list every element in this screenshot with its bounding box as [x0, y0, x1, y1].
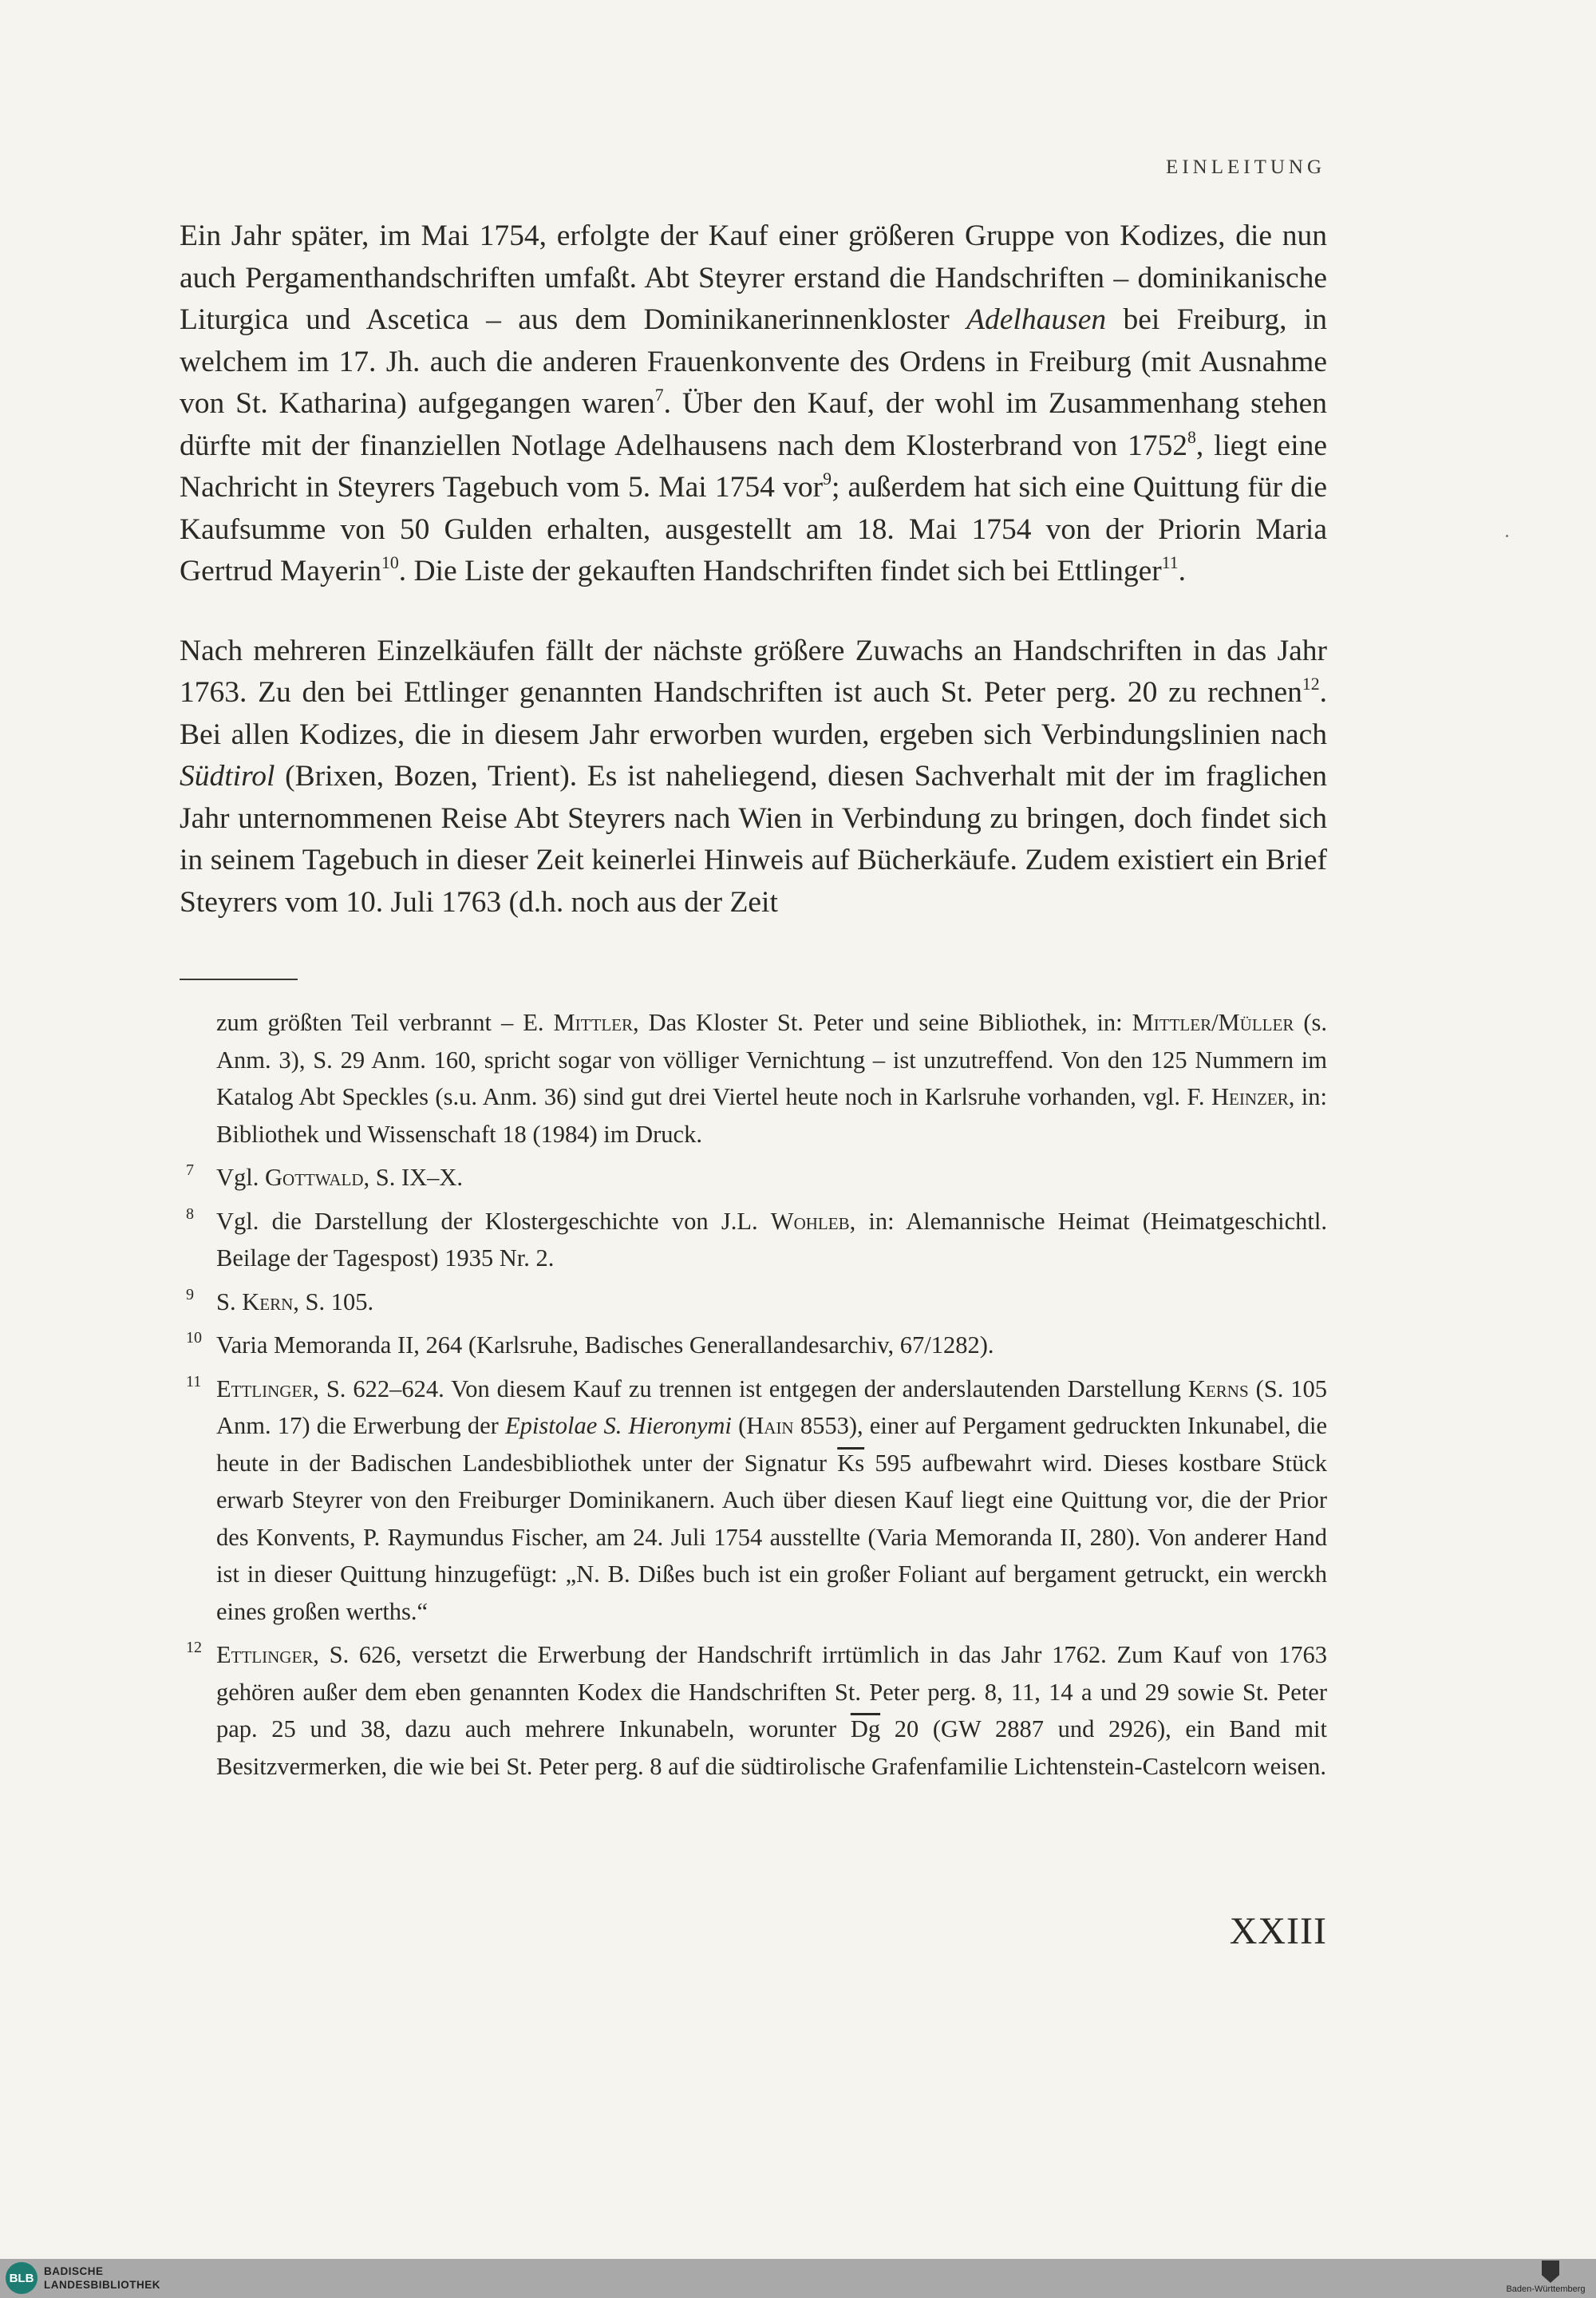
author-name: Mittler — [553, 1009, 633, 1036]
author-name: Gottwald — [265, 1164, 364, 1191]
footnote-ref: 10 — [381, 552, 399, 572]
footnote — [186, 1159, 1327, 1196]
main-text — [180, 216, 1327, 924]
footnote-text: S. Kern, S. 105. — [216, 1287, 374, 1315]
footnote-number: 10 — [186, 1329, 202, 1347]
footnote-text: Vgl. Gottwald, S. IX–X. — [216, 1164, 464, 1191]
author-name: Heinzer — [1211, 1083, 1289, 1110]
footnote-continued — [216, 1004, 1327, 1153]
footnote-ref: 7 — [654, 385, 664, 405]
footnote — [186, 1636, 1327, 1785]
shelfmark: $\overline{Dg}$ — [850, 1715, 881, 1742]
running-header: EINLEITUNG — [1166, 156, 1325, 178]
paragraph: Ein Jahr später, im Mai 1754, erfolgte der Kauf einer größeren Gruppe von Kodizes, die nun auch Pergamenthandschriften umfaßt. Abt Steyrer erstand die Handschriften – dominikanische Liturgica und Ascetica – aus dem Dominikanerinnenkloster Adelhausen bei Freiburg, in welchem im 17. Jh. auch die anderen Frauenkonvente des Ordens in Freiburg (mit Ausnahme von St. Katharina) aufgegangen waren$^7$. Über den Kauf, der wohl im Zusammenhang stehen dürfte mit der finanziellen Notlage Adelhausens nach dem Klosterbrand von 1752$^8$, liegt eine Nachricht in Steyrers Tagebuch vom 5. Mai 1754 vor$^9$; außerdem hat sich eine Quittung für die Kaufsumme von 50 Gulden erhalten, ausgestellt am 18. Mai 1754 von der Priorin Maria Gertrud Mayerin$^{10}$. Die Liste der gekauften Handschriften findet sich bei Ettlinger$^{11}$. — [180, 220, 1328, 587]
author-name: Kern — [242, 1287, 294, 1315]
italic-text: Epistolae S. Hieronymi — [505, 1412, 732, 1439]
state-crest-icon — [1542, 2260, 1559, 2283]
footnote-text: Ettlinger, S. 626, versetzt die Erwerbung der Handschrift irrtümlich in das Jahr 1762. Zum Kauf von 1763 gehören außer dem eben genannten Kodex die Handschriften St. Peter perg. 8, 11, 14 a und 29 sowie St. Peter pap. 25 und 38, dazu auch mehrere Inkunabeln, worunter $\overline{Dg}$ 20 (GW 2887 und 2926), ein Band mit Besitzvermerken, die wie bei St. Peter perg. 8 auf die südtirolische Grafenfamilie Lichtenstein-Castelcorn weisen. — [216, 1641, 1327, 1780]
state-label: Baden-Württemberg — [1506, 2284, 1586, 2294]
footnote — [186, 1283, 1327, 1321]
paragraph: Nach mehreren Einzelkäufen fällt der nächste größere Zuwachs an Handschriften in das Jahr 1763. Zu den bei Ettlinger genannten Handschriften ist auch St. Peter perg. 20 zu rechnen$^{12}$. Bei allen Kodizes, die in diesem Jahr erworben wurden, ergeben sich Verbindungslinien nach Südtirol (Brixen, Bozen, Trient). Es ist naheliegend, diesen Sachverhalt mit der im fraglichen Jahr unternommenen Reise Abt Steyrers nach Wien in Verbindung zu bringen, doch findet sich in seinem Tagebuch in dieser Zeit keinerlei Hinweis auf Bücherkäufe. Zudem existiert ein Brief Steyrers vom 10. Juli 1763 (d.h. noch aus der Zeit — [180, 634, 1327, 919]
shelfmark: $\overline{Ks}$ — [837, 1449, 865, 1477]
footnote — [186, 1370, 1327, 1631]
italic-text: Südtirol — [180, 760, 275, 793]
footnote-number: 11 — [186, 1372, 202, 1390]
footnote-ref: 11 — [1161, 552, 1179, 572]
footnote-number: 9 — [186, 1285, 194, 1303]
library-name[interactable] — [44, 2264, 160, 2292]
footnote-ref: 9 — [823, 469, 832, 488]
author-name: Hain — [746, 1412, 794, 1439]
footnote-text: Varia Memoranda II, 264 (Karlsruhe, Badisches Generallandesarchiv, 67/1282). — [216, 1331, 994, 1359]
footnote-text: Vgl. die Darstellung der Klostergeschichte von J.L. Wohleb, in: Alemannische Heimat (Heimatgeschichtl. Beilage der Tagespost) 1935 Nr. 2. — [216, 1207, 1327, 1272]
footnote-ref: 12 — [1302, 674, 1320, 694]
page-number: XXIII — [1229, 1910, 1327, 1952]
footnotes — [186, 1004, 1328, 1791]
footnote-number: 8 — [186, 1204, 194, 1223]
scan-speck — [1506, 535, 1508, 537]
footnote — [186, 1327, 1327, 1364]
author-name: Kerns — [1187, 1374, 1249, 1402]
library-name-line: BADISCHE — [44, 2265, 104, 2277]
footnote-number: 12 — [186, 1639, 202, 1656]
library-name-line: LANDESBIBLIOTHEK — [44, 2279, 160, 2291]
footnote-text: Ettlinger, S. 622–624. Von diesem Kauf zu trennen ist entgegen der anderslautenden Darstellung Kerns (S. 105 Anm. 17) die Erwerbung der Epistolae S. Hieronymi (Hain 8553), einer auf Pergament gedruckten Inkunabel, die heute in der Badischen Landesbibliothek unter der Signatur $\overline{Ks}$ 595 aufbewahrt wird. Dieses kostbare Stück erwarb Steyrer von den Freiburger Dominikanern. Auch über diesen Kauf liegt eine Quittung vor, die der Prior des Konvents, P. Raymundus Fischer, am 24. Juli 1754 ausstellte (Varia Memoranda II, 280). Von anderer Hand ist in dieser Quittung hinzugefügt: „N. B. Dißes buch ist ein großer Foliant auf bergament getruckt, ein werckh eines großen werths.“ — [216, 1374, 1327, 1625]
footnote-separator — [180, 979, 298, 980]
author-name: Ettlinger — [216, 1374, 314, 1402]
italic-text: Adelhausen — [966, 303, 1107, 336]
author-name: Wohleb — [770, 1207, 850, 1235]
viewer-footer-bar — [0, 2259, 1596, 2298]
footnote-ref: 8 — [1187, 427, 1196, 447]
blb-logo-icon[interactable]: BLB — [6, 2262, 38, 2294]
footnote-text: zum größten Teil verbrannt – E. Mittler, Das Kloster St. Peter und seine Bibliothek, in: Mittler/Müller (s. Anm. 3), S. 29 Anm. 160, spricht sogar von völliger Vernichtung – ist unzutreffend. Von den 125 Nummern im Katalog Abt Speckles (s.u. Anm. 36) sind gut drei Viertel heute noch in Karlsruhe vorhanden, vgl. F. Heinzer, in: Bibliothek und Wissenschaft 18 (1984) im Druck. — [216, 1009, 1328, 1148]
author-name: Ettlinger — [216, 1641, 314, 1668]
footnote-number: 7 — [186, 1161, 194, 1179]
footnote — [186, 1203, 1327, 1277]
author-name: Mittler/Müller — [1132, 1009, 1294, 1036]
